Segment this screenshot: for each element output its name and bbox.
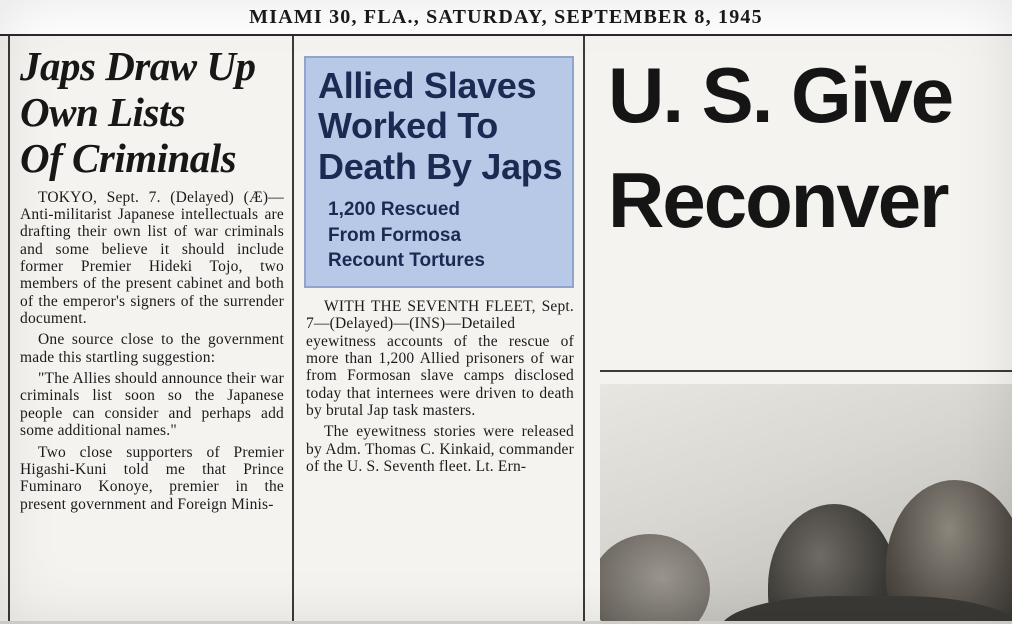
column-rule-left	[8, 36, 10, 624]
masthead-dateline: MIAMI 30, FLA., SATURDAY, SEPTEMBER 8, 1945	[249, 5, 763, 28]
paragraph: "The Allies should announce their war criminals list soon so the Japanese people can consider and perhaps add some additional names."	[20, 370, 284, 440]
paragraph: TOKYO, Sept. 7. (Delayed) (Æ)—Anti-militarist Japanese intellectuals are drafting their own list of war criminals and some believe it should include former Premier Hideki Tojo, two members of the present cabinet and both of the emperor's signers of the surrender document.	[20, 188, 284, 328]
headline-line-1: Japs Draw Up	[20, 43, 256, 89]
boxed-subhead-line-2: From Formosa	[328, 224, 462, 246]
column-rule-1	[292, 36, 294, 624]
mega-headline-line-2: Reconver	[608, 155, 948, 244]
article-body-2	[306, 298, 574, 476]
columns-container	[0, 36, 1012, 624]
boxed-subhead-line-1: 1,200 Rescued	[328, 198, 461, 220]
boxed-headline-line-3: Death By Japs	[318, 145, 563, 187]
news-photo	[600, 384, 1012, 624]
boxed-headline-line-2: Worked To	[318, 105, 498, 147]
headline-line-3: Of Criminals	[20, 135, 237, 182]
masthead-dateline-bar	[0, 0, 1012, 36]
boxed-headline	[304, 56, 574, 288]
article-column-2	[300, 40, 578, 624]
column-rule-2	[583, 36, 585, 624]
boxed-headline-line-1: Allied Slaves	[318, 65, 537, 106]
paragraph: The eyewitness stories were released by Adm. Thomas C. Kinkaid, commander of the U. S. Seventh fleet. Lt. Ern-	[306, 423, 574, 476]
boxed-subhead-line-3: Recount Tortures	[328, 250, 485, 272]
article-column-3	[600, 40, 1012, 624]
article-column-1	[14, 40, 288, 624]
paragraph: Two close supporters of Premier Higashi-Kuni told me that Prince Fuminaro Konoye, premier in the present government and Foreign Minis-	[20, 443, 284, 513]
paragraph: One source close to the government made this startling suggestion:	[20, 331, 284, 366]
article-body-1	[20, 189, 284, 513]
headline-line-2: Own Lists	[20, 89, 186, 136]
paragraph: WITH THE SEVENTH FLEET, Sept. 7—(Delayed)—(INS)—Detailed eyewitness accounts of the rescue of more than 1,200 Allied prisoners of war from Formosan slave camps disclosed today that internees were driven to death by brutal Jap task masters.	[306, 297, 574, 420]
mega-headline-line-1: U. S. Give	[608, 51, 953, 139]
horizontal-rule	[600, 370, 1012, 372]
